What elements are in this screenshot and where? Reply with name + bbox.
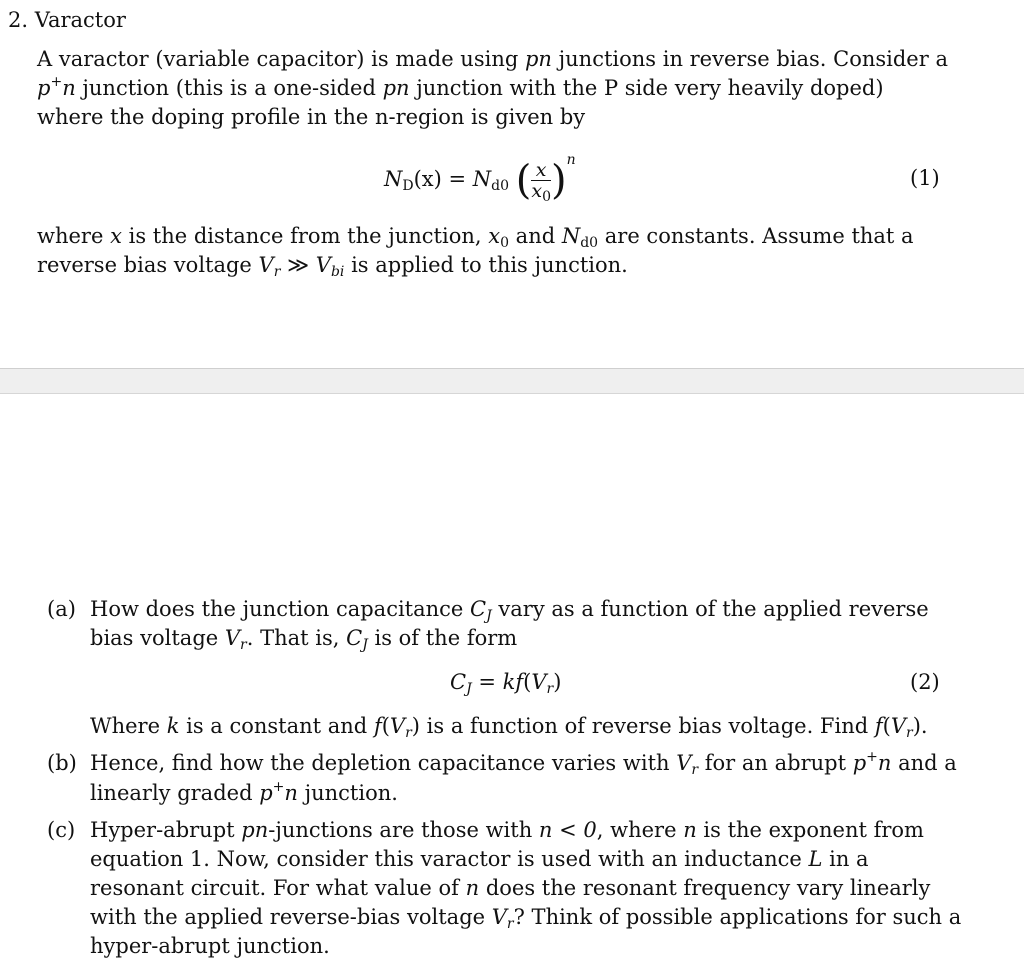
intro-line-1: A varactor (variable capacitor) is made using pn junctions in reverse bias. Consider a: [37, 47, 948, 71]
fraction: $\frac{x}{x_0}$: [531, 159, 551, 205]
intro-line-3: where the doping profile in the n-region is given by: [37, 105, 586, 129]
part-c-line-2: equation 1. Now, consider this varactor is used with an inductance L in a: [90, 847, 869, 871]
part-a-line-1: How does the junction capacitance $C_J$ vary as a function of the applied reverse: [90, 597, 929, 624]
problem-number: 2.: [8, 8, 29, 32]
right-paren: ): [550, 157, 567, 204]
part-c-line-1: Hyper-abrupt pn-junctions are those with n < 0, where n is the exponent from: [90, 818, 924, 842]
part-b-line-1: Hence, find how the depletion capacitance varies with $V_r$ for an abrupt p+n and a: [90, 749, 957, 778]
left-paren: (: [515, 157, 532, 204]
part-b-line-2: linearly graded p+n junction.: [90, 779, 398, 805]
problem-title: Varactor: [34, 8, 126, 32]
equation-1-number: (1): [910, 166, 940, 190]
part-c-line-3: resonant circuit. For what value of n does the resonant frequency vary linearly: [90, 876, 931, 900]
intro-line-2: p+n junction (this is a one-sided pn junction with the P side very heavily doped): [37, 74, 884, 100]
part-a-where-line: Where k is a constant and $f(V_r)$ is a function of reverse bias voltage. Find $f(V_r)$.: [90, 714, 928, 741]
part-c-label: (c): [47, 818, 76, 842]
bias-line: reverse bias voltage $V_r$ ≫ $V_{bi}$ is applied to this junction.: [37, 253, 628, 280]
equation-2-number: (2): [910, 670, 940, 694]
part-a-line-2: bias voltage $V_r$. That is, $C_J$ is of the form: [90, 626, 518, 653]
where-line: where x is the distance from the junction, $x_0$ and $N_{d0}$ are constants. Assume that a: [37, 224, 914, 251]
section-divider: [0, 368, 1024, 394]
part-c-line-4: with the applied reverse-bias voltage $V_r$? Think of possible applications for such a: [90, 905, 962, 932]
part-a-label: (a): [47, 597, 76, 621]
part-c-line-5: hyper-abrupt junction.: [90, 934, 330, 958]
equation-1: $N_D(x) = N_{d0}$ ( $\frac{x}{x_0}$ )$^n$: [384, 152, 576, 205]
part-b-label: (b): [47, 751, 77, 775]
problem-heading: [8, 5, 126, 35]
equation-2: $C_J = kf(V_r)$: [450, 670, 562, 697]
